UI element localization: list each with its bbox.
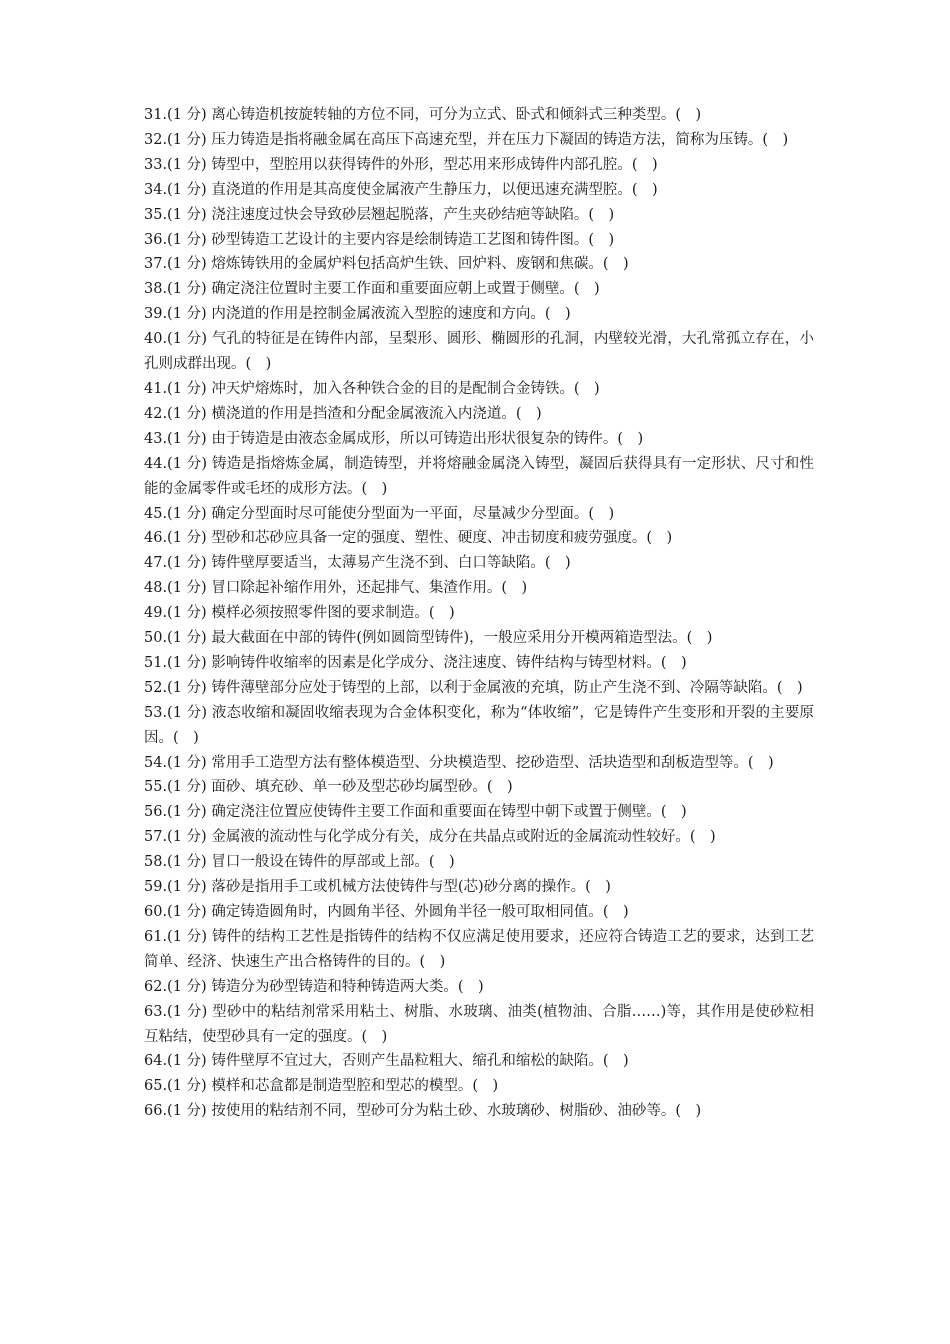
question-item: 58.(1 分) 冒口一般设在铸件的厚部或上部。( )	[144, 854, 455, 871]
question-item: 57.(1 分) 金属液的流动性与化学成分有关，成分在共晶点或附近的金属流动性较好。( )	[144, 829, 716, 846]
question-item: 33.(1 分) 铸型中，型腔用以获得铸件的外形，型芯用来形成铸件内部孔腔。( )	[144, 156, 658, 173]
question-item: 52.(1 分) 铸件薄壁部分应处于铸型的上部，以利于金属液的充填，防止产生浇不到、冷隔等缺陷。( )	[144, 679, 803, 696]
question-item: 45.(1 分) 确定分型面时尽可能使分型面为一平面，尽量减少分型面。( )	[144, 505, 615, 522]
question-item: 32.(1 分) 压力铸造是指将融金属在高压下高速充型，并在压力下凝固的铸造方法，简称为压铸。( )	[144, 131, 789, 148]
question-item: 51.(1 分) 影响铸件收缩率的因素是化学成分、浇注速度、铸件结构与铸型材料。( )	[144, 654, 687, 671]
question-item: 35.(1 分) 浇注速度过快会导致砂层翘起脱落，产生夹砂结疤等缺陷。( )	[144, 206, 615, 223]
question-item: 41.(1 分) 冲天炉熔炼时，加入各种铁合金的目的是配制合金铸铁。( )	[144, 380, 600, 397]
question-item: 44.(1 分) 铸造是指熔炼金属，制造铸型，并将熔融金属浇入铸型，凝固后获得具有一定形状、尺寸和性能的金属零件或毛坯的成形方法。( )	[144, 455, 814, 497]
question-list	[144, 103, 814, 1124]
question-item: 61.(1 分) 铸件的结构工艺性是指铸件的结构不仅应满足使用要求，还应符合铸造工艺的要求，达到工艺简单、经济、快速生产出合格铸件的目的。( )	[144, 928, 814, 970]
question-item: 34.(1 分) 直浇道的作用是其高度使金属液产生静压力，以便迅速充满型腔。( )	[144, 181, 658, 198]
question-item: 60.(1 分) 确定铸造圆角时，内圆角半径、外圆角半径一般可取相同值。( )	[144, 904, 629, 920]
question-item: 38.(1 分) 确定浇注位置时主要工作面和重要面应朝上或置于侧壁。( )	[144, 281, 600, 298]
question-item: 55.(1 分) 面砂、填充砂、单一砂及型芯砂均属型砂。( )	[144, 779, 513, 796]
question-item: 65.(1 分) 模样和芯盒都是制造型腔和型芯的模型。( )	[144, 1078, 499, 1095]
question-item: 46.(1 分) 型砂和芯砂应具备一定的强度、塑性、硬度、冲击韧度和疲劳强度。( )	[144, 530, 673, 547]
question-item: 49.(1 分) 模样必须按照零件图的要求制造。( )	[144, 605, 455, 622]
question-item: 64.(1 分) 铸件壁厚不宜过大，否则产生晶粒粗大、缩孔和缩松的缺陷。( )	[144, 1053, 629, 1070]
question-item: 63.(1 分) 型砂中的粘结剂常采用粘土、树脂、水玻璃、油类(植物油、合脂……)等，其作用是使砂粒相互粘结，使型砂具有一定的强度。( )	[144, 1003, 814, 1045]
question-item: 56.(1 分) 确定浇注位置应使铸件主要工作面和重要面在铸型中朝下或置于侧壁。( )	[144, 804, 687, 821]
question-item: 43.(1 分) 由于铸造是由液态金属成形，所以可铸造出形状很复杂的铸件。( )	[144, 430, 644, 447]
question-item: 37.(1 分) 熔炼铸铁用的金属炉料包括高炉生铁、回炉料、废钢和焦碳。( )	[144, 256, 629, 273]
question-item: 59.(1 分) 落砂是指用手工或机械方法使铸件与型(芯)砂分离的操作。( )	[144, 879, 611, 896]
question-item: 53.(1 分) 液态收缩和凝固收缩表现为合金体积变化，称为“体收缩”，它是铸件产生变形和开裂的主要原因。( )	[144, 704, 814, 746]
question-item: 40.(1 分) 气孔的特征是在铸件内部，呈梨形、圆形、椭圆形的孔洞，内壁较光滑，大孔常孤立存在，小孔则成群出现。( )	[144, 331, 814, 373]
question-item: 36.(1 分) 砂型铸造工艺设计的主要内容是绘制铸造工艺图和铸件图。( )	[144, 231, 615, 248]
question-item: 42.(1 分) 横浇道的作用是挡渣和分配金属液流入内浇道。( )	[144, 405, 542, 422]
question-item: 31.(1 分) 离心铸造机按旋转轴的方位不同，可分为立式、卧式和倾斜式三种类型。( )	[144, 107, 702, 123]
question-item: 48.(1 分) 冒口除起补缩作用外，还起排气、集渣作用。( )	[144, 580, 528, 597]
question-item: 54.(1 分) 常用手工造型方法有整体模造型、分块模造型、挖砂造型、活块造型和刮板造型等。( )	[144, 754, 774, 771]
question-item: 47.(1 分) 铸件壁厚要适当，太薄易产生浇不到、白口等缺陷。( )	[144, 555, 571, 572]
question-item: 66.(1 分) 按使用的粘结剂不同，型砂可分为粘土砂、水玻璃砂、树脂砂、油砂等。( )	[144, 1103, 702, 1120]
question-item: 39.(1 分) 内浇道的作用是控制金属液流入型腔的速度和方向。( )	[144, 306, 571, 323]
question-item: 62.(1 分) 铸造分为砂型铸造和特种铸造两大类。( )	[144, 978, 484, 995]
question-item: 50.(1 分) 最大截面在中部的铸件(例如圆筒型铸件)，一般应采用分开模两箱造型法。( )	[144, 630, 713, 647]
